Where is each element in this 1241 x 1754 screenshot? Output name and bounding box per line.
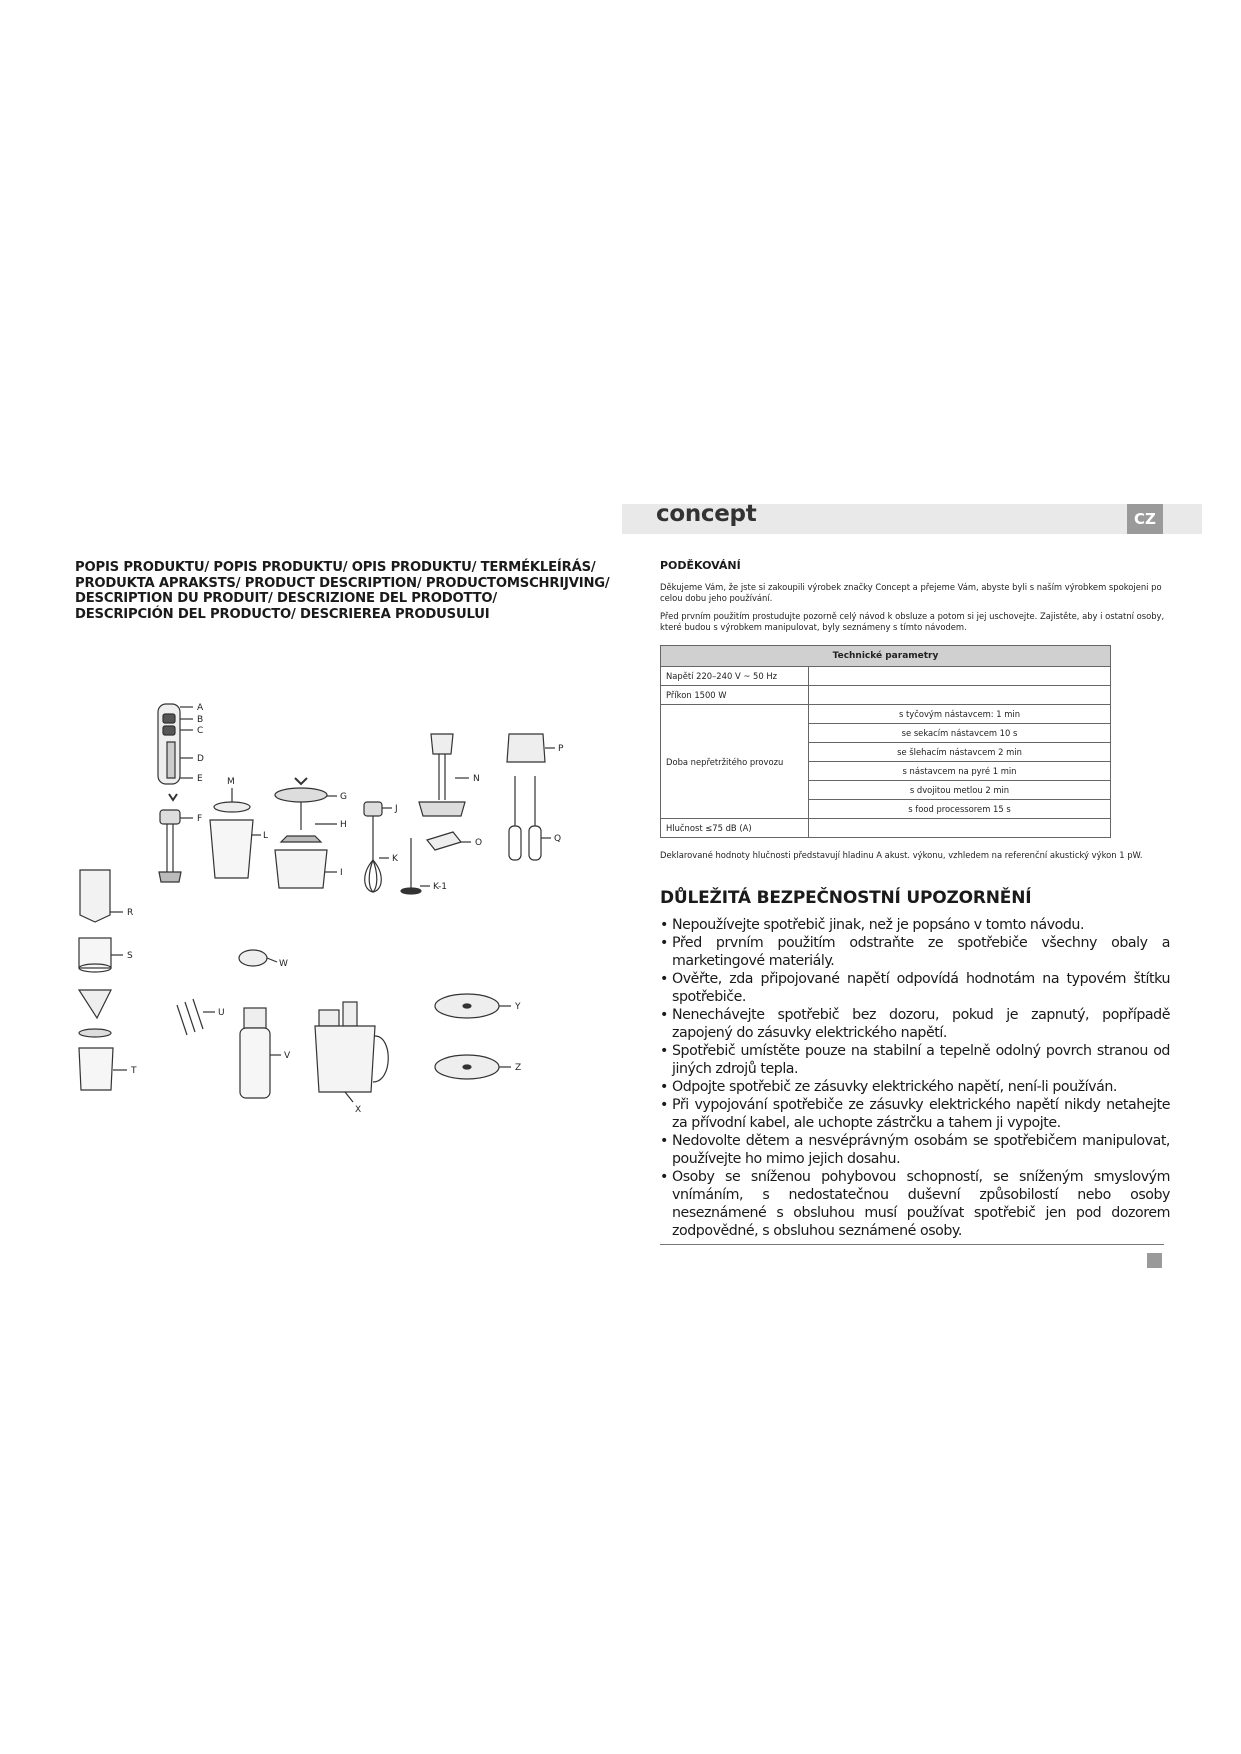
divider (660, 1244, 1164, 1245)
label-p: P (558, 744, 564, 754)
title-line: PRODUKTA APRAKSTS/ PRODUCT DESCRIPTION/ PRODUCTOMSCHRIJVING/ (75, 575, 610, 591)
label-q: Q (554, 834, 562, 844)
spiralizer-drawing (79, 870, 127, 1090)
label-x: X (355, 1105, 362, 1115)
label-k: K (392, 854, 398, 864)
label-n: N (473, 774, 480, 784)
duty-value-cell: se sekacím nástavcem 10 s (809, 724, 1111, 743)
technical-parameters-table (660, 645, 1111, 838)
list-item: • Osoby se sníženou pohybovou schopností, se sníženým smyslovým vnímáním, s nedostatečnou duševní způsobilostí nebo osoby neseznámené s obsluhou musí používat spotřebič jen pod dozorem zodpovědné, s obsluhou seznámené osoby. (660, 1168, 1170, 1240)
label-l: L (263, 831, 269, 841)
food-processor-drawing (315, 1002, 388, 1102)
blending-shaft-drawing (159, 794, 193, 882)
label-z: Z (515, 1063, 522, 1073)
list-item: • Při vypojování spotřebiče ze zásuvky elektrického napětí nikdy netahejte za přívodní kabel, ale uchopte zástrčku a tahem ji vypojte. (660, 1096, 1170, 1132)
title-line: DESCRIPTION DU PRODUIT/ DESCRIZIONE DEL PRODOTTO/ (75, 591, 498, 607)
power-cell: Příkon 1500 W (661, 686, 809, 705)
bottle-drawing (177, 950, 281, 1098)
list-item: • Nepoužívejte spotřebič jinak, než je popsáno v tomto návodu. (660, 916, 1170, 934)
duty-value-cell: se šlehacím nástavcem 2 min (809, 743, 1111, 762)
label-f: F (197, 814, 203, 824)
label-h: H (340, 820, 347, 830)
title-line: DESCRIPCIÓN DEL PRODUCTO/ DESCRIEREA PRODUSULUI (75, 606, 490, 622)
table-header: Technické parametry (661, 646, 1111, 667)
table-row (661, 819, 1111, 838)
label-c: C (197, 726, 204, 736)
puree-attachment-drawing (419, 734, 471, 850)
list-item: • Před prvním použitím odstraňte ze spotřebiče všechny obaly a marketingové materiály. (660, 934, 1170, 970)
label-j: J (395, 804, 398, 814)
duty-value-cell: s nástavcem na pyré 1 min (809, 762, 1111, 781)
product-parts-diagram (75, 690, 595, 1130)
chopper-drawing (275, 778, 337, 888)
noise-note: Deklarované hodnoty hlučnosti představují hladinu A akust. výkonu, vzhledem na referenční akustický výkon 1 pW. (660, 850, 1143, 860)
label-o: O (475, 838, 483, 848)
motor-unit-drawing (158, 704, 193, 784)
duty-value-cell: s dvojitou metlou 2 min (809, 781, 1111, 800)
discs-drawing (435, 994, 511, 1079)
label-g: G (340, 792, 347, 802)
label-i: I (340, 868, 343, 878)
label-k1: K-1 (433, 882, 447, 892)
label-y: Y (515, 1002, 521, 1012)
label-b: B (197, 715, 204, 725)
noise-cell: Hlučnost ≤75 dB (A) (661, 819, 809, 838)
thanks-paragraph: Děkujeme Vám, že jste si zakoupili výrobek značky Concept a přejeme Vám, abyste byli s naším výrobkem spokojeni po celou dobu jeho používání. (660, 582, 1162, 603)
brand-logo: concept (656, 501, 757, 527)
list-item: • Nenechávejte spotřebič bez dozoru, pokud je zapnutý, popřípadě zapojený do zásuvky elektrického napětí. (660, 1006, 1170, 1042)
label-v: V (284, 1051, 291, 1061)
language-badge: CZ (1127, 504, 1163, 534)
safety-list (660, 916, 1170, 1240)
label-e: E (197, 774, 203, 784)
double-whisk-drawing (507, 734, 555, 860)
label-r: R (127, 908, 134, 918)
list-item: • Nedovolte dětem a nesvéprávným osobám se spotřebičem manipulovat, používejte ho mimo jejich dosahu. (660, 1132, 1170, 1168)
duty-value-cell: s food processorem 15 s (809, 800, 1111, 819)
instructions-paragraph: Před prvním použitím prostudujte pozorně celý návod k obsluze a potom si jej uschovejte. Zajistěte, aby i ostatní osoby, které budou s výrobkem manipulovat, byly seznámeny s tímto návodem. (660, 611, 1165, 632)
measuring-beaker-drawing (210, 788, 261, 878)
duty-label-cell: Doba nepřetržitého provozu (661, 705, 809, 819)
table-row (661, 705, 1111, 724)
duty-value-cell: s tyčovým nástavcem: 1 min (809, 705, 1111, 724)
label-s: S (127, 951, 133, 961)
list-item: • Ověřte, zda připojované napětí odpovídá hodnotám na typovém štítku spotřebiče. (660, 970, 1170, 1006)
safety-heading: DŮLEŽITÁ BEZPEČNOSTNÍ UPOZORNĚNÍ (660, 888, 1032, 908)
label-d: D (197, 754, 204, 764)
page-marker (1147, 1253, 1162, 1268)
voltage-cell: Napětí 220–240 V ~ 50 Hz (661, 667, 809, 686)
whisk-drawing (364, 802, 430, 894)
label-a: A (197, 703, 204, 713)
label-w: W (279, 959, 288, 969)
product-description-title (75, 560, 610, 622)
table-row (661, 667, 1111, 686)
list-item: • Spotřebič umístěte pouze na stabilní a tepelně odolný povrch stranou od jiných zdrojů tepla. (660, 1042, 1170, 1078)
label-m: M (227, 777, 235, 787)
table-row (661, 686, 1111, 705)
label-u: U (218, 1008, 225, 1018)
list-item: • Odpojte spotřebič ze zásuvky elektrického napětí, není-li používán. (660, 1078, 1170, 1096)
title-line: POPIS PRODUKTU/ POPIS PRODUKTU/ OPIS PRODUKTU/ TERMÉKLEÍRÁS/ (75, 560, 596, 575)
thanks-heading: PODĚKOVÁNÍ (660, 559, 741, 572)
label-t: T (131, 1066, 137, 1076)
